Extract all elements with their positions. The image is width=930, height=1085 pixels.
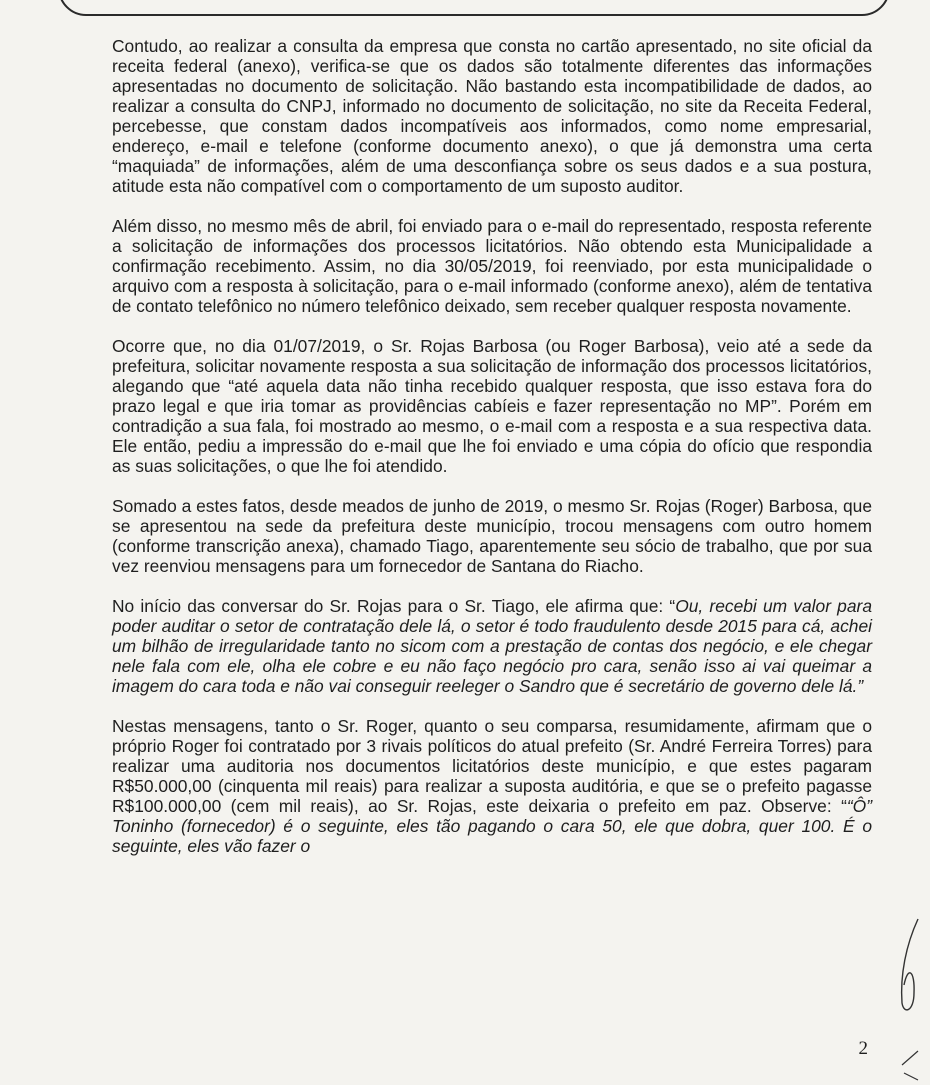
paragraph-6-quote: “Ô” Toninho (fornecedor) é o seguinte, eles tão pagando o cara 50, ele que dobra, quer 100. É o seguinte, eles vão fazer o — [112, 796, 872, 856]
signature-mark — [884, 915, 924, 1085]
paragraph-3: Ocorre que, no dia 01/07/2019, o Sr. Rojas Barbosa (ou Roger Barbosa), veio até a sede da prefeitura, solicitar novamente resposta a sua solicitação de informação dos processos licitatórios, alegando que “até aquela data não tinha recebido qualquer resposta, que isso estava fora do prazo legal e que iria tomar as providências cabíeis e fazer representação no MP”. Porém em contradição a sua fala, foi mostrado ao mesmo, o e-mail com a resposta e a sua respectiva data. Ele então, pediu a impressão do e-mail que lhe foi enviado e uma cópia do ofício que respondia as suas solicitações, o que lhe foi atendido. — [112, 336, 872, 476]
paragraph-5-lead: No início das conversar do Sr. Rojas para o Sr. Tiago, ele afirma que: “ — [112, 596, 676, 616]
paragraph-6-lead: Nestas mensagens, tanto o Sr. Roger, quanto o seu comparsa, resumidamente, afirmam que o próprio Roger foi contratado por 3 rivais políticos do atual prefeito (Sr. André Ferreira Torres) para realizar uma auditoria nos documentos licitatórios deste município, e que estes pagaram R$50.000,00 (cinquenta mil reais) para realizar a suposta auditória, e que se o prefeito pagasse R$100.000,00 (cem mil reais), ao Sr. Rojas, este deixaria o prefeito em paz. Observe: “ — [112, 716, 872, 816]
paragraph-5 — [112, 596, 872, 696]
paragraph-1: Contudo, ao realizar a consulta da empresa que consta no cartão apresentado, no site oficial da receita federal (anexo), verifica-se que os dados são totalmente diferentes das informações apresentadas no documento de solicitação. Não bastando esta incompatibilidade de dados, ao realizar a consulta do CNPJ, informado no documento de solicitação, no site da Receita Federal, percebesse, que constam dados incompatíveis aos informados, como nome empresarial, endereço, e-mail e telefone (conforme documento anexo), o que já demonstra uma certa “maquiada” de informações, além de uma desconfiança sobre os seus dados e a sua postura, atitude esta não compatível com o comportamento de um suposto auditor. — [112, 36, 872, 196]
paragraph-2: Além disso, no mesmo mês de abril, foi enviado para o e-mail do representado, resposta referente a solicitação de informações dos processos licitatórios. Não obtendo esta Municipalidade a confirmação recebimento. Assim, no dia 30/05/2019, foi reenviado, por esta municipalidade o arquivo com a resposta à solicitação, para o e-mail informado (conforme anexo), além de tentativa de contato telefônico no número telefônico deixado, sem receber qualquer resposta novamente. — [112, 216, 872, 316]
paragraph-4: Somado a estes fatos, desde meados de junho de 2019, o mesmo Sr. Rojas (Roger) Barbosa, que se apresentou na sede da prefeitura deste município, trocou mensagens com outro homem (conforme transcrição anexa), chamado Tiago, aparentemente seu sócio de trabalho, que por sua vez reenviou mensagens para um fornecedor de Santana do Riacho. — [112, 496, 872, 576]
page-number: 2 — [858, 1038, 868, 1059]
header-frame — [58, 0, 890, 16]
paragraph-6 — [112, 716, 872, 856]
paragraph-5-quote: Ou, recebi um valor para poder auditar o setor de contratação dele lá, o setor é todo fraudulento desde 2015 para cá, achei um bilhão de irregularidade tanto no sicom com a prestação de contas dos negócio, e ele chegar nele fala com ele, olha ele cobre e eu não faço negócio pro cara, senão isso ai vai queimar a imagem do cara toda e não vai conseguir reeleger o Sandro que é secretário de governo dele lá.” — [112, 596, 872, 696]
document-body — [112, 36, 872, 876]
